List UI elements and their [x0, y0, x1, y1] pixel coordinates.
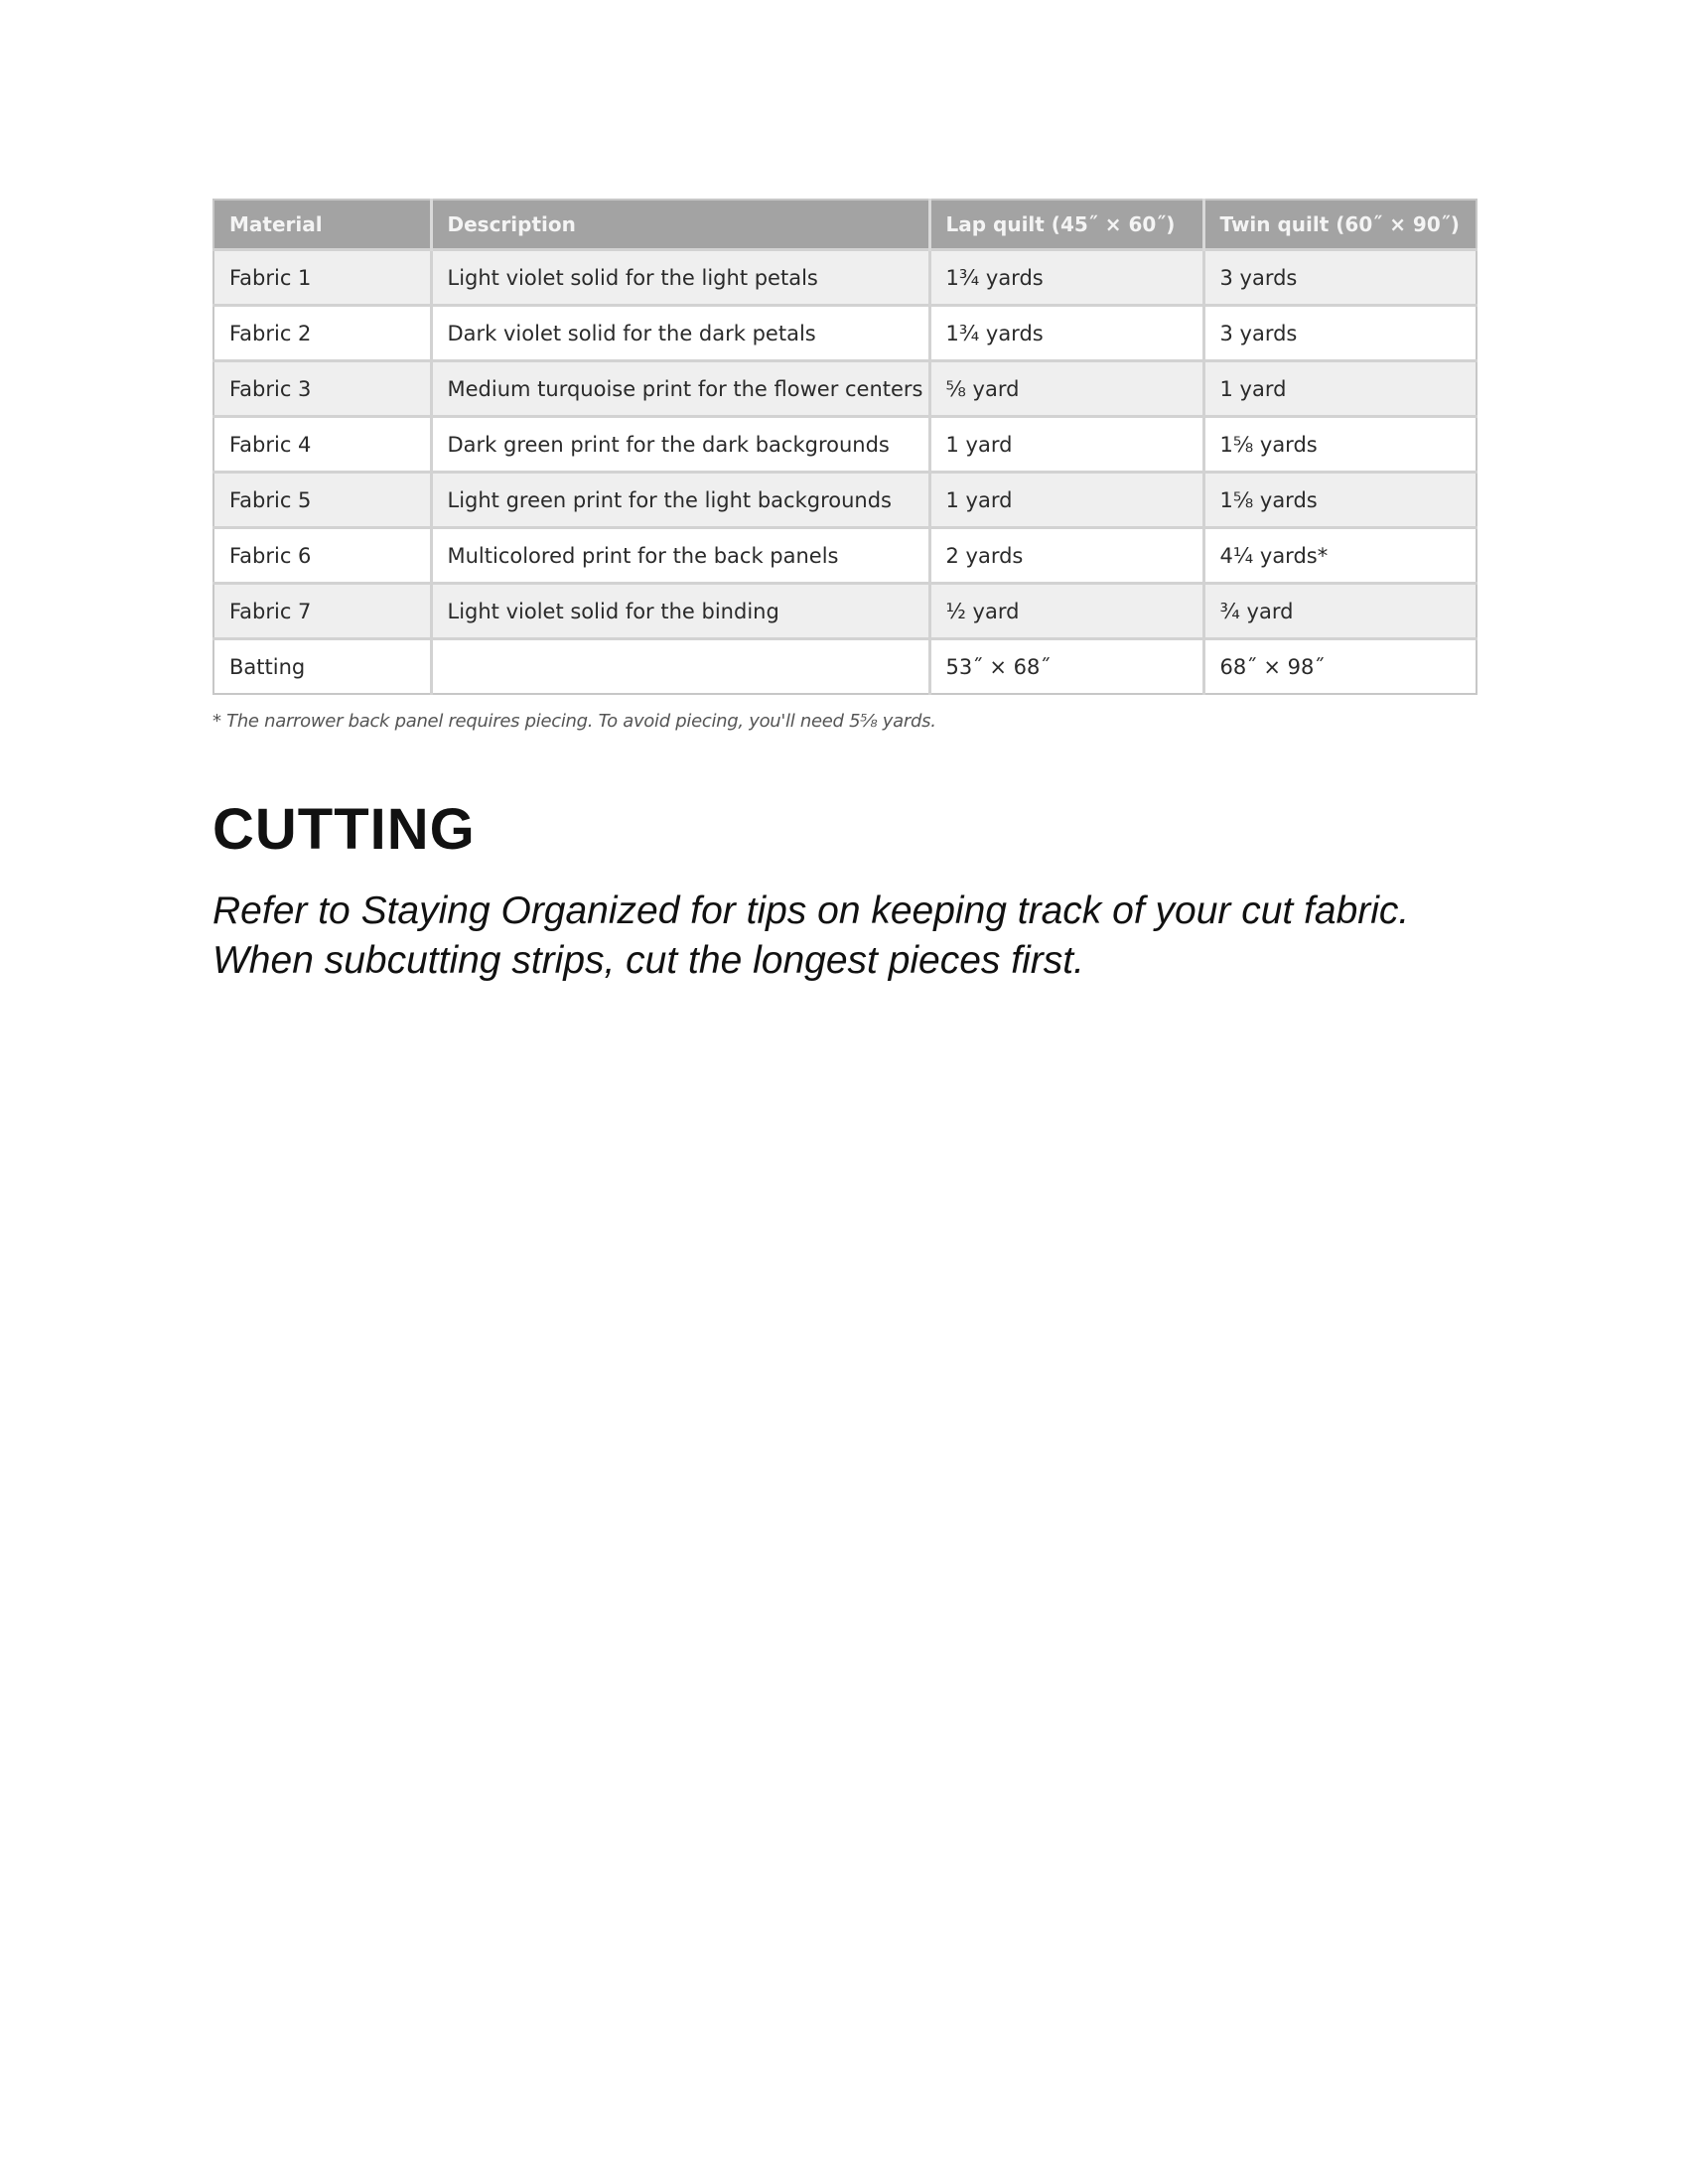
cell-lap-quantity: ½ yard [929, 584, 1203, 639]
cell-material: Fabric 6 [213, 528, 431, 584]
cell-lap-quantity: 53˝ × 68˝ [929, 639, 1203, 695]
table-row [213, 306, 1477, 361]
cell-lap-quantity: 1¾ yards [929, 306, 1203, 361]
table-row [213, 639, 1477, 695]
table-row [213, 473, 1477, 528]
header-twin-quilt: Twin quilt (60˝ × 90˝) [1203, 200, 1477, 250]
cutting-heading: CUTTING [212, 797, 476, 862]
cell-description [431, 639, 929, 695]
cell-twin-quantity: 68˝ × 98˝ [1203, 639, 1477, 695]
cell-lap-quantity: 1 yard [929, 417, 1203, 473]
cell-material: Fabric 3 [213, 361, 431, 417]
table-row [213, 250, 1477, 306]
cell-material: Fabric 2 [213, 306, 431, 361]
cell-twin-quantity: 4¼ yards* [1203, 528, 1477, 584]
header-description: Description [431, 200, 929, 250]
cell-description: Light violet solid for the binding [431, 584, 929, 639]
cell-material: Fabric 7 [213, 584, 431, 639]
table-footnote: * The narrower back panel requires piecing. To avoid piecing, you'll need 5⅝ yards. [212, 711, 936, 732]
cell-material: Fabric 4 [213, 417, 431, 473]
cell-material: Fabric 5 [213, 473, 431, 528]
cell-material: Batting [213, 639, 431, 695]
cell-material: Fabric 1 [213, 250, 431, 306]
cell-twin-quantity: 3 yards [1203, 306, 1477, 361]
cell-lap-quantity: 1 yard [929, 473, 1203, 528]
cell-twin-quantity: 1⅝ yards [1203, 417, 1477, 473]
cell-lap-quantity: 2 yards [929, 528, 1203, 584]
table-row [213, 417, 1477, 473]
header-lap-quilt: Lap quilt (45˝ × 60˝) [929, 200, 1203, 250]
cell-twin-quantity: 3 yards [1203, 250, 1477, 306]
cell-description: Dark violet solid for the dark petals [431, 306, 929, 361]
cell-lap-quantity: ⅝ yard [929, 361, 1203, 417]
cell-description: Light violet solid for the light petals [431, 250, 929, 306]
table-row [213, 528, 1477, 584]
table-row [213, 584, 1477, 639]
cell-lap-quantity: 1¾ yards [929, 250, 1203, 306]
table-header-row [213, 200, 1477, 250]
document-page [212, 199, 1476, 986]
header-material: Material [213, 200, 431, 250]
cutting-intro: Refer to Staying Organized for tips on keeping track of your cut fabric. When subcutting strips, cut the longest pieces first. [212, 889, 1410, 982]
cell-twin-quantity: ¾ yard [1203, 584, 1477, 639]
cell-twin-quantity: 1⅝ yards [1203, 473, 1477, 528]
cell-description: Medium turquoise print for the flower centers [431, 361, 929, 417]
cell-description: Multicolored print for the back panels [431, 528, 929, 584]
materials-table [212, 199, 1477, 695]
cell-description: Light green print for the light backgrounds [431, 473, 929, 528]
cell-description: Dark green print for the dark backgrounds [431, 417, 929, 473]
cell-twin-quantity: 1 yard [1203, 361, 1477, 417]
table-row [213, 361, 1477, 417]
